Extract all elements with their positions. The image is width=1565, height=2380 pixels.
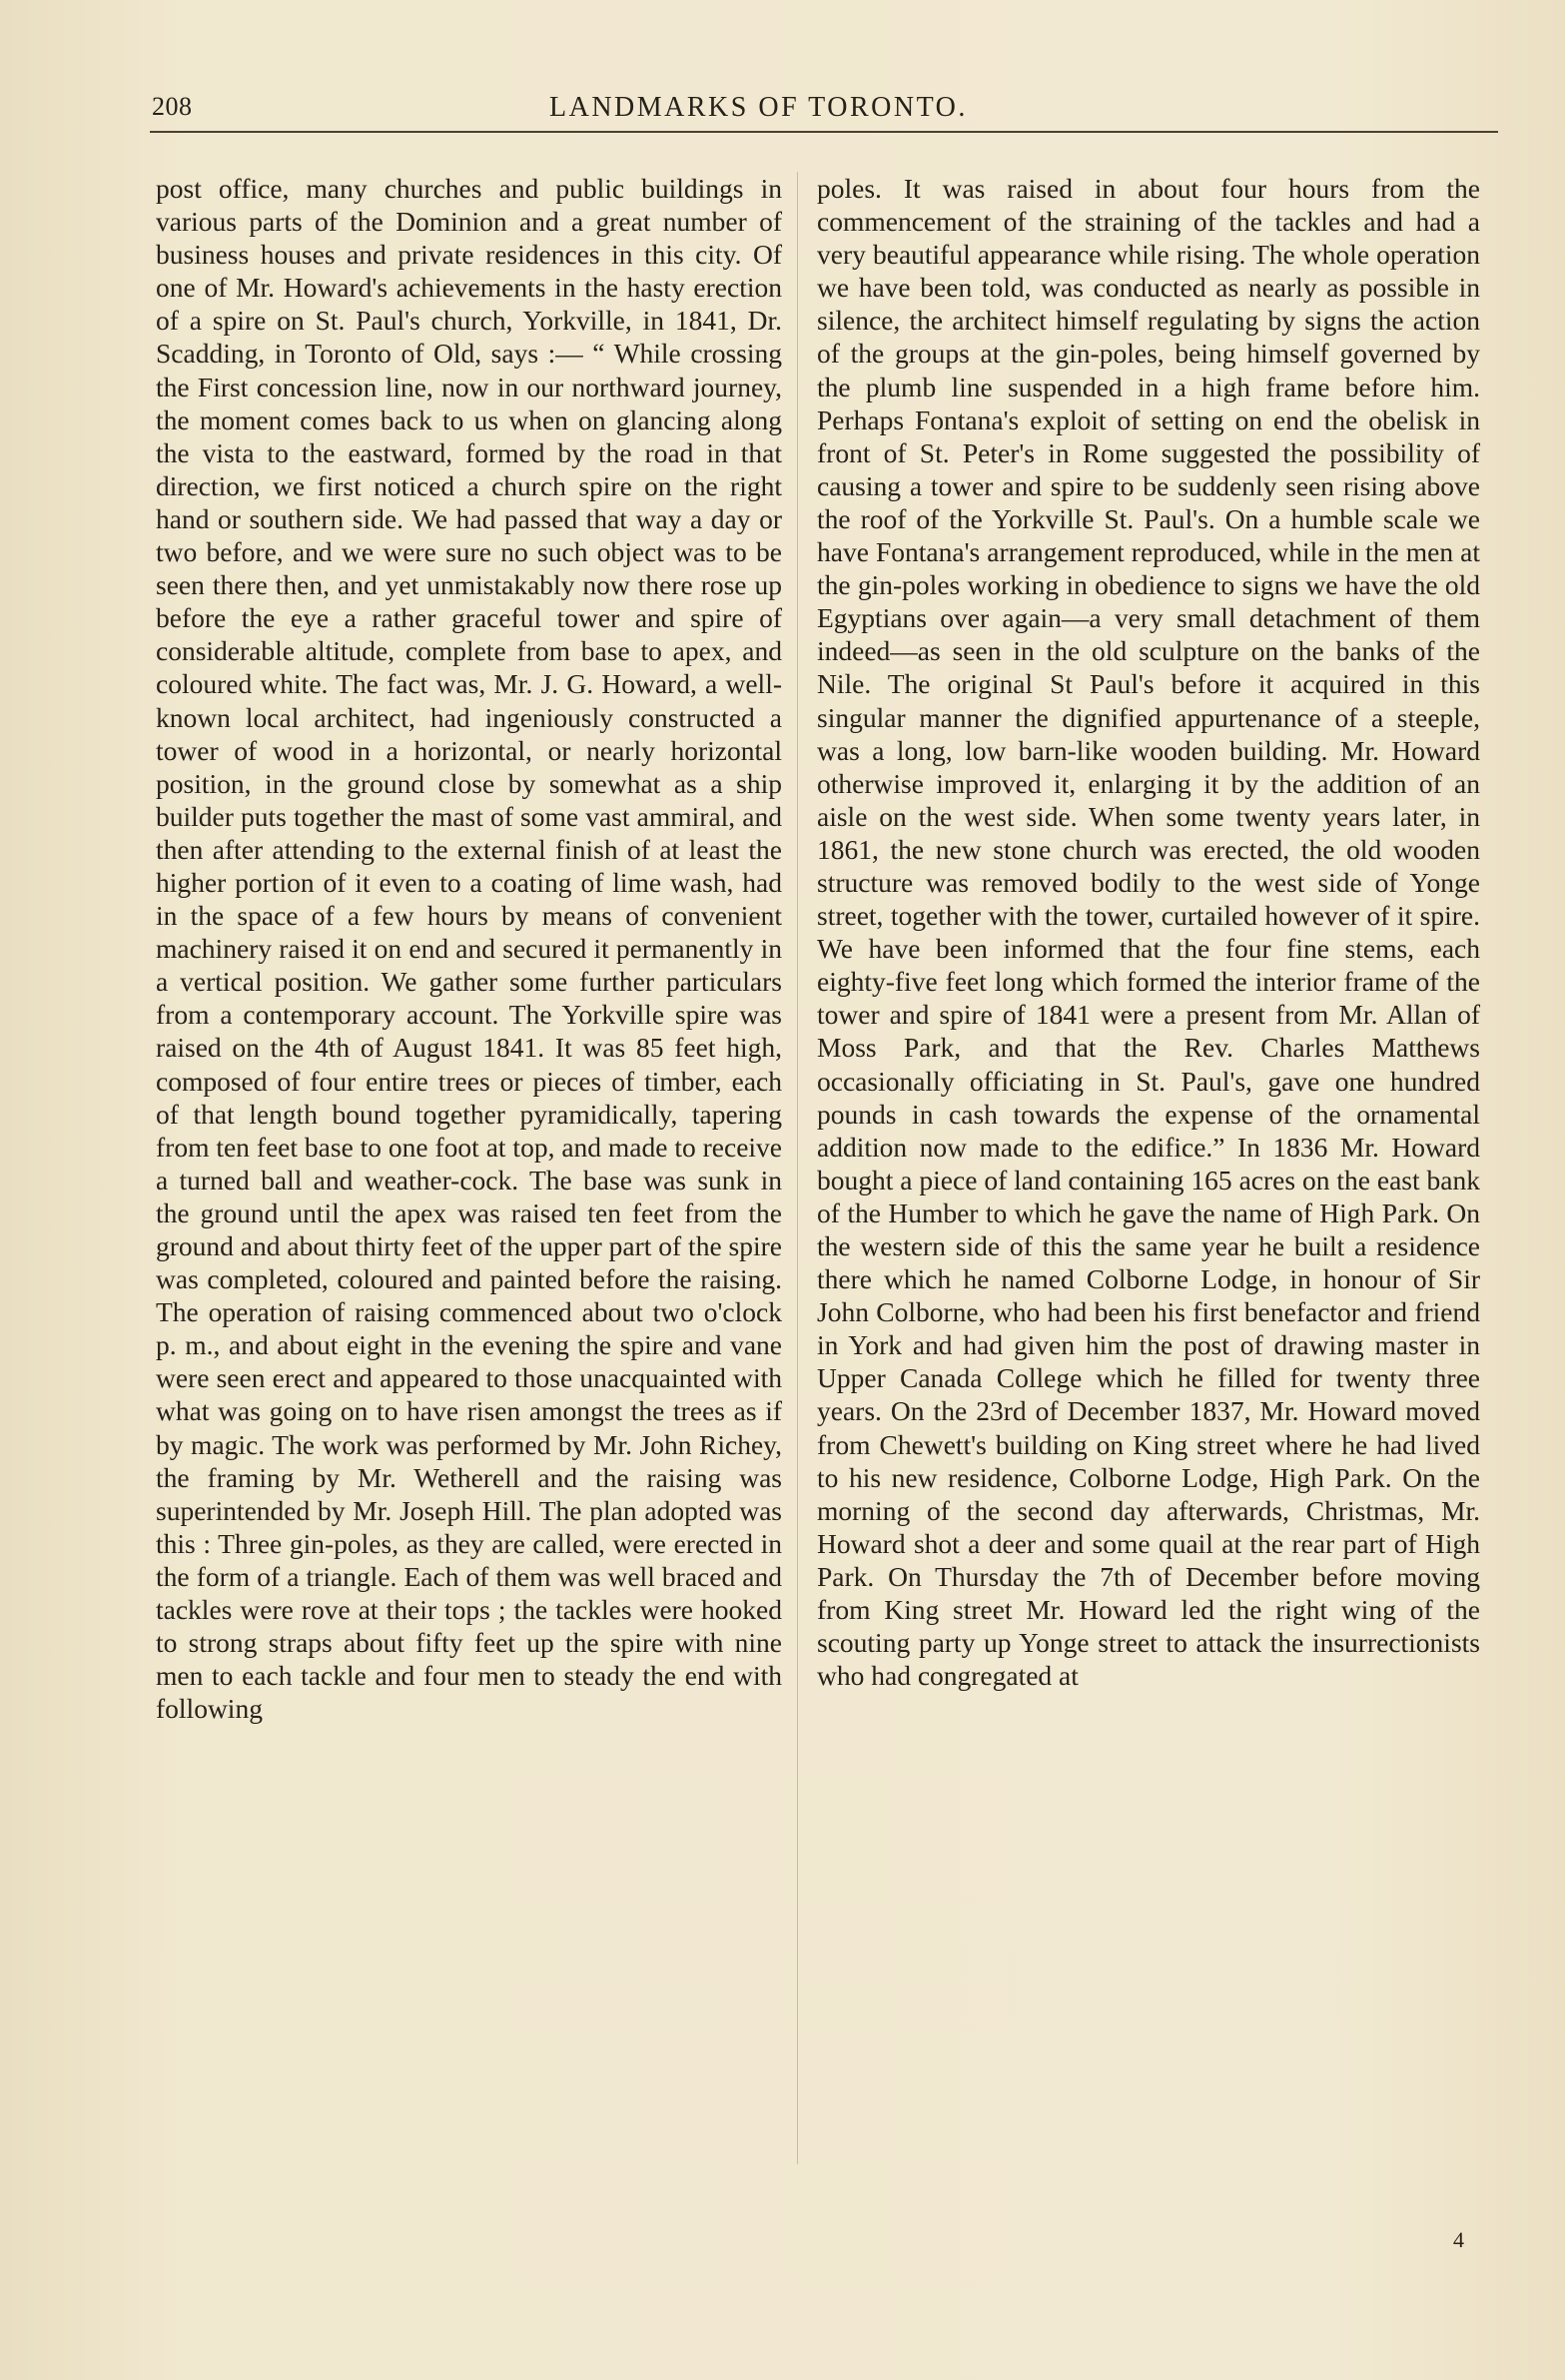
page-header bbox=[0, 92, 1565, 128]
column-divider bbox=[797, 172, 798, 2164]
running-title: LANDMARKS OF TORONTO. bbox=[549, 92, 968, 123]
right-column-text: poles. It was raised in about four hours from the commencement of the straining of the tackles and had a very beautiful appearance while rising. The whole operation we have been told, was conducted as nearly as possible in silence, the architect himself regulating by signs the action of the groups at the gin-poles, being himself governed by the plumb line suspended in a high frame before him. Perhaps Fontana's exploit of setting on end the obelisk in front of St. Peter's in Rome suggested the possibility of causing a tower and spire to be suddenly seen rising above the roof of the Yorkville St. Paul's. On a humble scale we have Fontana's arrangement reproduced, while in the men at the gin-poles working in obedience to signs we have the old Egyptians over again—a very small detachment of them indeed—as seen in the old sculpture on the banks of the Nile. The original St Paul's before it acquired in this singular manner the dignified appurtenance of a steeple, was a long, low barn-like wooden building. Mr. Howard otherwise improved it, enlarging it by the addition of an aisle on the west side. When some twenty years later, in 1861, the new stone church was erected, the old wooden structure was removed bodily to the west side of Yonge street, together with the tower, curtailed however of it spire. We have been informed that the four fine stems, each eighty-five feet long which formed the interior frame of the tower and spire of 1841 were a present from Mr. Allan of Moss Park, and that the Rev. Charles Matthews occasionally officiating in St. Paul's, gave one hundred pounds in cash towards the expense of the ornamental addition now made to the edifice.” In 1836 Mr. Howard bought a piece of land containing 165 acres on the east bank of the Humber to which he gave the name of High Park. On the western side of this the same year he built a residence there which he named Colborne Lodge, in honour of Sir John Colborne, who had been his first benefactor and friend in York and had given him the post of drawing master in Upper Canada College which he filled for twenty three years. On the 23rd of December 1837, Mr. Howard moved from Chewett's building on King street where he had lived to his new residence, Colborne Lodge, High Park. On the morning of the second day afterwards, Christmas, Mr. Howard shot a deer and some quail at the rear part of High Park. On Thursday the 7th of December before moving from King street Mr. Howard led the right wing of the scouting party up Yonge street to attack the insurrectionists who had congregated at bbox=[817, 173, 1480, 1692]
signature-mark: 4 bbox=[1453, 2227, 1464, 2252]
left-column-text: post office, many churches and public buildings in various parts of the Dominion and a great number of business houses and private residences in this city. Of one of Mr. Howard's achievements in the hasty erection of a spire on St. Paul's church, Yorkville, in 1841, Dr. Scadding, in Toronto of Old, says :— “ While crossing the First concession line, now in our northward journey, the moment comes back to us when on glancing along the vista to the eastward, formed by the road in that direction, we first noticed a church spire on the right hand or southern side. We had passed that way a day or two before, and we were sure no such object was to be seen there then, and yet unmistakably now there rose up before the eye a rather graceful tower and spire of considerable altitude, complete from base to apex, and coloured white. The fact was, Mr. J. G. Howard, a well-known local architect, had ingeniously constructed a tower of wood in a horizontal, or nearly horizontal position, in the ground close by somewhat as a ship builder puts together the mast of some vast ammiral, and then after attending to the external finish of at least the higher portion of it even to a coating of lime wash, had in the space of a few hours by means of convenient machinery raised it on end and secured it permanently in a vertical position. We gather some further particulars from a contemporary account. The Yorkville spire was raised on the 4th of August 1841. It was 85 feet high, composed of four entire trees or pieces of timber, each of that length bound together pyramidically, tapering from ten feet base to one foot at top, and made to receive a turned ball and weather-cock. The base was sunk in the ground until the apex was raised ten feet from the ground and about thirty feet of the upper part of the spire was completed, coloured and painted before the raising. The operation of raising commenced about two o'clock p. m., and about eight in the evening the spire and vane were seen erect and appeared to those unacquainted with what was going on to have risen amongst the trees as if by magic. The work was performed by Mr. John Richey, the framing by Mr. Wetherell and the raising was superintended by Mr. Joseph Hill. The plan adopted was this : Three gin-poles, as they are called, were erected in the form of a triangle. Each of them was well braced and tackles were rove at their tops ; the tackles were hooked to strong straps about fifty feet up the spire with nine men to each tackle and four men to steady the end with following bbox=[156, 173, 782, 1725]
page-number: 208 bbox=[152, 92, 193, 121]
header-rule bbox=[150, 131, 1498, 133]
